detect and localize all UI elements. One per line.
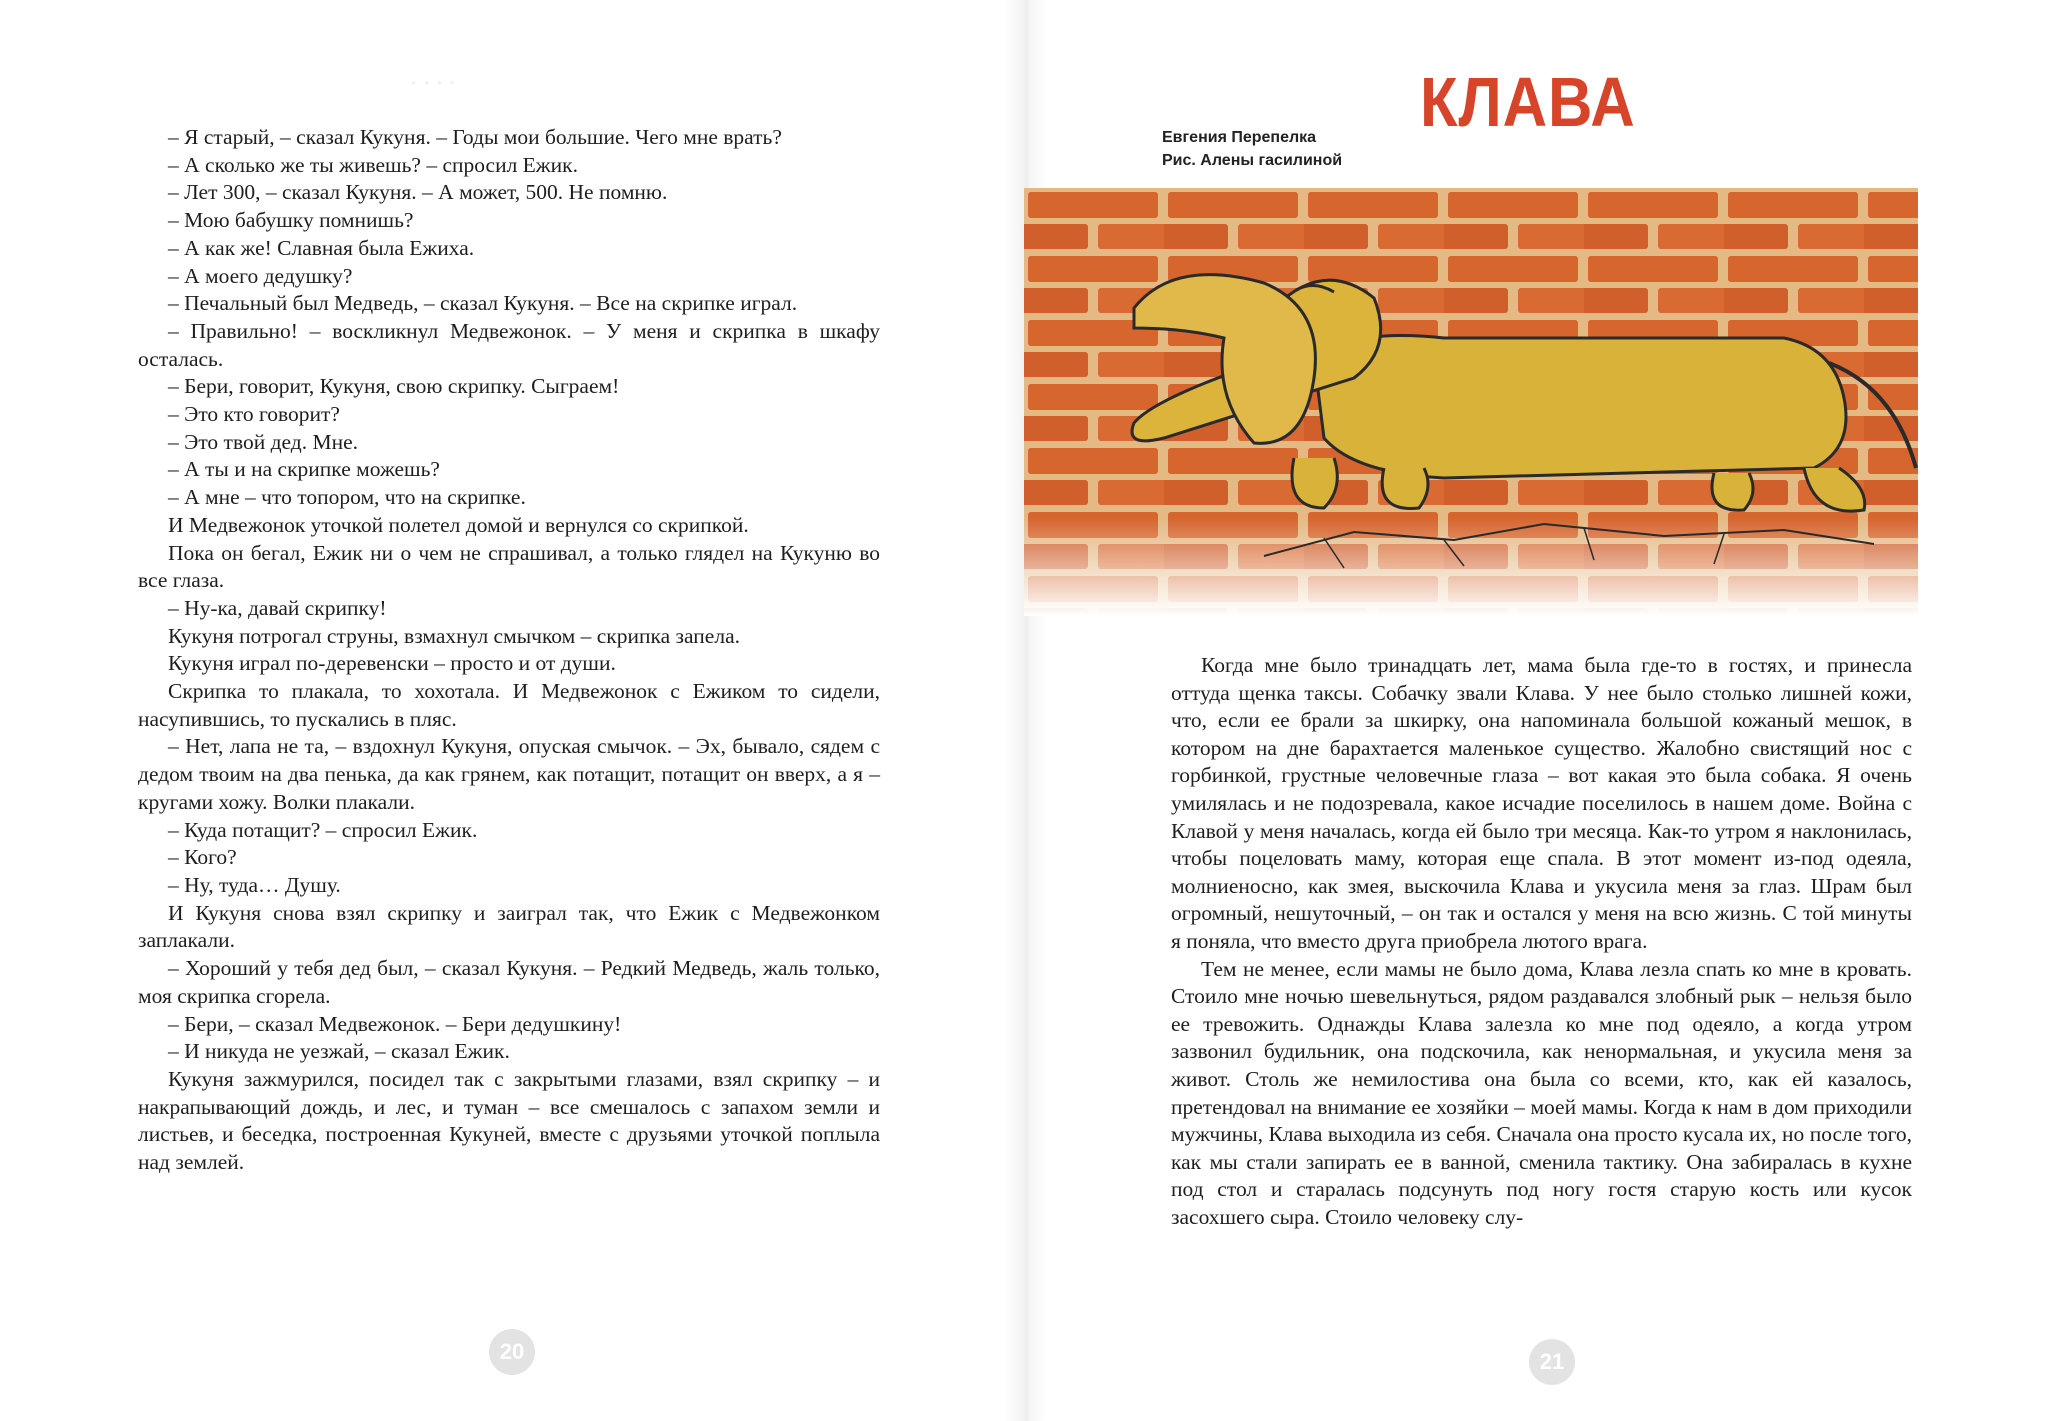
paragraph: – Я старый, – сказал Кукуня. – Годы мои большие. Чего мне врать? [168, 125, 782, 149]
paragraph: – А сколько же ты живешь? – спросил Ежик. [168, 152, 578, 177]
paragraph: – Нет, лапа не та, – вздохнул Кукуня, опуская смычок. – Эх, бывало, сядем с дедом твоим на два пенька, да как грянем, как потащит, потащит он вверх, а я – кругами хожу. Волки плакали. [138, 734, 880, 814]
paragraph: Тем не менее, если мамы не было дома, Клава лезла спать ко мне в кровать. Стоило мне ночью шевельнуться, рядом раздавался злобный рык – нельзя было ее тревожить. Однажды Клава залезла ко мне под одеяло, а когда утром зазвонил будильник, она подскочила, как ненормальная, и укусила меня за живот. Столь же немилостива она была со всеми, кто, как ей казалось, претендовал на внимание ее хозяйки – моей мамы. Когда к нам в дом приходили мужчины, Клава выходила из себя. Сначала она просто кусала их, но после того, как мы стали запирать ее в ванной, сменила тактику. Она забиралась в кухне под стол и старалась подсунуть под ногу гостя старую кость или кусок засохшего сыра. Стоило человеку слу- [1171, 956, 1912, 1229]
paragraph: Когда мне было тринадцать лет, мама была где-то в гостях, и принесла оттуда щенка таксы. Собачку звали Клава. У нее было столько лишней кожи, что, если ее брали за шкирку, она напоминала большой кожаный мешок, в котором на дне барахтается маленькое существо. Жалобно свистящий нос с горбинкой, грустные человечные глаза – вот какая это была собака. Я очень умилялась и не подозревала, какое исчадие поселилось в нашем доме. Война с Клавой у меня началась, когда ей было три месяца. Как-то утром я наклонилась, чтобы поцеловать маму, которая еще спала. В этот момент из-под одеяла, молниеносно, как змея, выскочила Клава и укусила меня за глаз. Шрам был огромный, нешуточный, – он так и остался у меня на всю жизнь. С той минуты я поняла, что вместо друга приобрела лютого врага. [1171, 653, 1912, 953]
paragraph: Пока он бегал, Ежик ни о чем не спрашивал, а только глядел на Кукуню во все глаза. [138, 540, 880, 593]
paragraph: – Бери, говорит, Кукуня, свою скрипку. Сыграем! [168, 374, 620, 399]
paragraph: – А как же! Славная была Ежиха. [168, 235, 475, 260]
paragraph: – Печальный был Медведь, – сказал Кукуня. – Все на скрипке играл. [168, 291, 798, 316]
author-name: Евгения Перепелка [1162, 129, 1317, 146]
paragraph: – И никуда не уезжай, – сказал Ежик. [168, 1039, 510, 1064]
paragraph: – Это кто говорит? [168, 402, 340, 427]
story-credits [1162, 126, 1342, 172]
page-number-left: 20 [489, 1329, 535, 1375]
paragraph: Скрипка то плакала, то хохотала. И Медвежонок с Ежиком то сидели, насупившись, то пускались в пляс. [138, 679, 880, 731]
paragraph: – А мне – что топором, что на скрипке. [168, 485, 526, 510]
paragraph: – Бери, – сказал Медвежонок. – Бери дедушкину! [168, 1011, 622, 1036]
paragraph: – Ну-ка, давай скрипку! [168, 595, 387, 620]
paragraph: – А моего дедушку? [168, 263, 353, 288]
paragraph: Кукуня потрогал струны, взмахнул смычком – скрипка запела. [168, 623, 740, 648]
paragraph: – Кого? [168, 845, 237, 870]
paragraph: – А ты и на скрипке можешь? [168, 457, 440, 482]
story-title: КЛАВА [1420, 63, 1636, 141]
paragraph: – Правильно! – воскликнул Медвежонок. – У меня и скрипка в шкафу осталась. [138, 318, 880, 371]
paragraph: И Медвежонок уточкой полетел домой и вернулся со скрипкой. [168, 512, 749, 537]
paragraph: – Куда потащит? – спросил Ежик. [168, 817, 478, 842]
paragraph: Кукуня играл по-деревенски – просто и от души. [168, 651, 616, 676]
paragraph: – Лет 300, – сказал Кукуня. – А может, 500. Не помню. [168, 180, 668, 205]
paragraph: – Ну, туда… Душу. [168, 872, 341, 897]
paragraph: – Мою бабушку помнишь? [168, 208, 414, 233]
paragraph: Кукуня зажмурился, посидел так с закрытыми глазами, взял скрипку – и накрапывающий дождь, и лес, и туман – все смешалось с запахом земли и листьев, и беседка, построенная Кукуней, вместе с друзьями уточкой поплыла над землей. [138, 1066, 880, 1175]
illustrator-credit: Рис. Алены гасилиной [1162, 152, 1343, 169]
right-page-text [1171, 652, 1912, 1231]
paragraph: – Это твой дед. Мне. [168, 429, 359, 454]
paragraph: И Кукуня снова взял скрипку и заиграл так, что Ежик с Медвежонком заплакали. [138, 900, 880, 953]
paragraph: – Хороший у тебя дед был, – сказал Кукуня. – Редкий Медведь, жаль только, моя скрипка сгорела. [138, 956, 880, 1008]
bleed-through-text: · · · · [410, 70, 456, 95]
page-number-right: 21 [1529, 1339, 1575, 1385]
dachshund-drawing-icon [1024, 188, 1918, 616]
left-page-text [138, 124, 880, 1177]
